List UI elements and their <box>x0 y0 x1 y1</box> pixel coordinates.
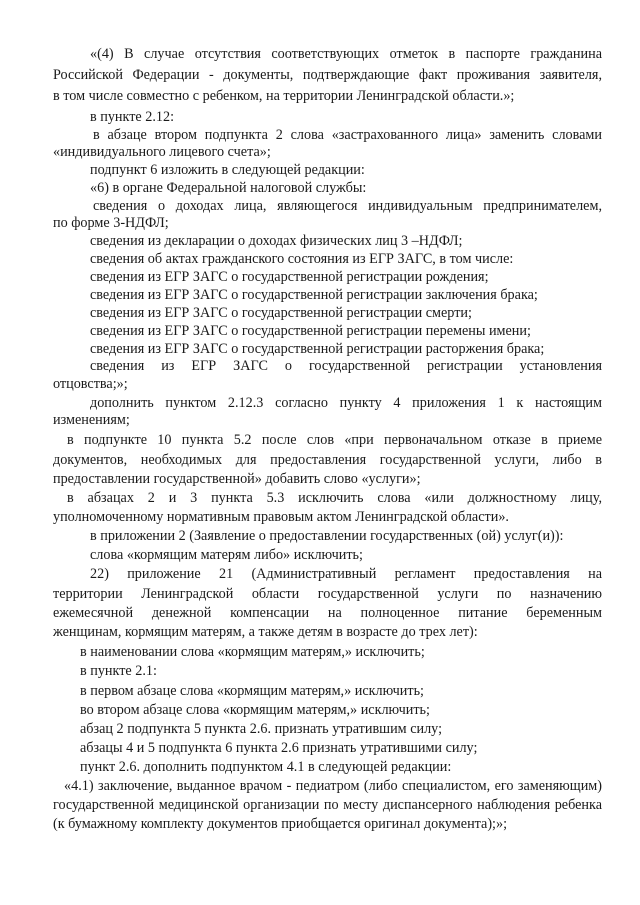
text-line: отцовства;»; <box>53 376 128 392</box>
text-line: Российской Федерации - документы, подтверждающие факт проживания заявителя, <box>53 67 602 83</box>
text-line: сведения из ЕГР ЗАГС о государственной регистрации смерти; <box>90 305 472 321</box>
text-line: по форме 3-НДФЛ; <box>53 215 169 231</box>
text-line: в абзацах 2 и 3 пункта 5.3 исключить слова «или должностному лицу, <box>67 490 602 506</box>
text-line: в первом абзаце слова «кормящим матерям,» исключить; <box>80 683 424 699</box>
text-line: (к бумажному комплекту документов приобщается оригинал документа);»; <box>53 816 508 832</box>
text-line: сведения о доходах лица, являющегося индивидуальным предпринимателем, <box>93 198 602 214</box>
text-line: в пункте 2.12: <box>90 109 175 125</box>
text-line: слова «кормящим матерям либо» исключить; <box>90 547 363 563</box>
text-line: изменениям; <box>53 412 130 428</box>
text-line: сведения из ЕГР ЗАГС о государственной регистрации перемены имени; <box>90 323 531 339</box>
text-line: в пункте 2.1: <box>80 663 157 679</box>
text-line: абзацы 4 и 5 подпункта 6 пункта 2.6 признать утратившими силу; <box>80 740 478 756</box>
text-line: территории Ленинградской области государственной услуги по назначению <box>53 586 602 602</box>
text-line: ежемесячной денежной компенсации на полноценное питание беременным <box>53 605 602 621</box>
text-line: государственной медицинской организации по месту диспансерного наблюдения ребенка <box>53 797 602 813</box>
text-line: предоставлении государственной» добавить слово «услуги»; <box>53 471 421 487</box>
text-line: женщинам, кормящим матерям, а также детям в возрасте до трех лет): <box>53 624 478 640</box>
text-line: 22) приложение 21 (Административный регламент предоставления на <box>90 566 602 582</box>
text-line: подпункт 6 изложить в следующей редакции: <box>90 162 365 178</box>
text-line: дополнить пунктом 2.12.3 согласно пункту 4 приложения 1 к настоящим <box>90 395 602 411</box>
text-line: сведения из ЕГР ЗАГС о государственной регистрации рождения; <box>90 269 489 285</box>
text-line: сведения об актах гражданского состояния из ЕГР ЗАГС, в том числе: <box>90 251 514 267</box>
text-line: пункт 2.6. дополнить подпунктом 4.1 в следующей редакции: <box>80 759 452 775</box>
text-line: сведения из ЕГР ЗАГС о государственной регистрации заключения брака; <box>90 287 538 303</box>
text-line: в наименовании слова «кормящим матерям,» исключить; <box>80 644 425 660</box>
text-line: абзац 2 подпункта 5 пункта 2.6. признать утратившим силу; <box>80 721 443 737</box>
text-line: сведения из ЕГР ЗАГС о государственной регистрации установления <box>90 358 602 374</box>
text-line: в том числе совместно с ребенком, на территории Ленинградской области.»; <box>53 88 515 104</box>
text-line: документов, необходимых для предоставления государственной услуги, либо в <box>53 452 602 468</box>
text-line: во втором абзаце слова «кормящим матерям,» исключить; <box>80 702 430 718</box>
text-line: «4.1) заключение, выданное врачом - педиатром (либо специалистом, его заменяющим) <box>64 778 602 794</box>
text-line: в абзаце втором подпункта 2 слова «застрахованного лица» заменить словами <box>93 127 602 143</box>
text-line: сведения из декларации о доходах физических лиц 3 –НДФЛ; <box>90 233 463 249</box>
text-line: «индивидуального лицевого счета»; <box>53 144 271 160</box>
text-line: «(4) В случае отсутствия соответствующих отметок в паспорте гражданина <box>90 46 602 62</box>
text-line: в подпункте 10 пункта 5.2 после слов «при первоначальном отказе в приеме <box>67 432 602 448</box>
text-line: уполномоченному нормативным правовым актом Ленинградской области». <box>53 509 509 525</box>
text-line: «6) в органе Федеральной налоговой службы: <box>90 180 367 196</box>
text-line: сведения из ЕГР ЗАГС о государственной регистрации расторжения брака; <box>90 341 545 357</box>
text-line: в приложении 2 (Заявление о предоставлении государственных (ой) услуг(и)): <box>90 528 564 544</box>
